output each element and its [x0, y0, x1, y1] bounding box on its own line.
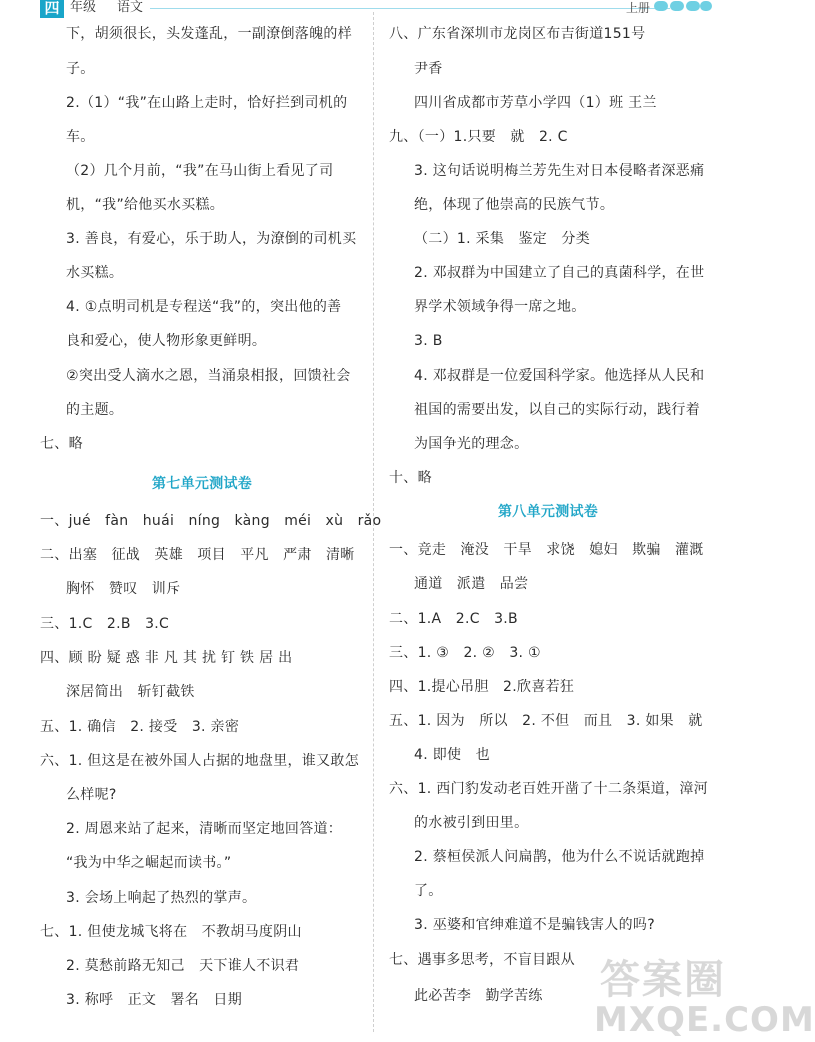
decor-bubble-icon	[670, 1, 684, 11]
answer-line: 五、1. 因为 所以 2. 不但 而且 3. 如果 就	[389, 713, 703, 729]
answer-line: 九、（一）1.只要 就 2. C	[389, 129, 568, 145]
answer-line: 2. 邓叔群为中国建立了自己的真菌科学，在世	[414, 265, 705, 281]
answer-line: 的主题。	[66, 402, 124, 418]
section-heading-unit7: 第七单元测试卷	[152, 476, 253, 492]
answer-line: 深居简出 斩钉截铁	[66, 684, 195, 700]
decor-bubble-icon	[686, 1, 700, 11]
answer-line: 3. 会场上响起了热烈的掌声。	[66, 890, 257, 906]
answer-line: 六、1. 但这是在被外国人占据的地盘里，谁又敢怎	[40, 753, 360, 769]
decor-bubble-icon	[700, 1, 712, 11]
answer-line: 良和爱心，使人物形象更鲜明。	[66, 333, 267, 349]
header-rule	[150, 8, 670, 9]
answer-line: 2.（1）“我”在山路上走时，恰好拦到司机的	[66, 95, 348, 111]
answer-line: 3. 善良，有爱心，乐于助人，为潦倒的司机买	[66, 231, 357, 247]
answer-line: 四、顾 盼 疑 惑 非 凡 其 扰 钉 铁 居 出	[40, 650, 293, 666]
answer-line: 为国争光的理念。	[414, 436, 529, 452]
answer-line: 4. 即使 也	[414, 747, 490, 763]
answer-line: 三、1.C 2.B 3.C	[40, 616, 170, 632]
answer-line: 车。	[66, 129, 95, 145]
answer-line: 祖国的需要出发，以自己的实际行动，践行着	[414, 402, 700, 418]
watermark-line2: MXQE.COM	[594, 1000, 815, 1040]
answer-line: 五、1. 确信 2. 接受 3. 亲密	[40, 719, 240, 735]
answer-line: 3. 巫婆和官绅难道不是骗钱害人的吗?	[414, 917, 655, 933]
grade-label: 年级	[70, 0, 97, 15]
answer-line: 二、1.A 2.C 3.B	[389, 611, 518, 627]
answer-line: 4. 邓叔群是一位爱国科学家。他选择从人民和	[414, 368, 705, 384]
answer-line: 一、jué fàn huái níng kàng méi xù rǎo	[40, 513, 382, 529]
answer-line: 绝，体现了他崇高的民族气节。	[414, 197, 615, 213]
answer-line: 2. 莫愁前路无知己 天下谁人不识君	[66, 958, 300, 974]
grade-badge: 四	[40, 0, 64, 18]
answer-line: 2. 周恩来站了起来，清晰而坚定地回答道：	[66, 821, 343, 837]
answer-line: 的水被引到田里。	[414, 815, 529, 831]
answer-line: 二、出塞 征战 英雄 项目 平凡 严肃 清晰	[40, 547, 355, 563]
answer-line: 界学术领域争得一席之地。	[414, 299, 586, 315]
answer-line: 通道 派遣 品尝	[414, 576, 529, 592]
answer-line: 尹香	[414, 61, 443, 77]
answer-line: 八、广东省深圳市龙岗区布吉街道151号	[389, 26, 646, 42]
answer-line: 四、1.提心吊胆 2.欣喜若狂	[389, 679, 575, 695]
answer-line: 七、1. 但使龙城飞将在 不教胡马度阴山	[40, 924, 302, 940]
answer-line: 一、竞走 淹没 干旱 求饶 媳妇 欺骗 灌溉	[389, 542, 704, 558]
answer-line: 此必苦李 勤学苦练	[414, 988, 543, 1004]
answer-line: 机，“我”给他买水买糕。	[66, 197, 225, 213]
answer-line: 4. ①点明司机是专程送“我”的，突出他的善	[66, 299, 342, 315]
answer-line: “我为中华之崛起而读书。”	[66, 855, 232, 871]
answer-line: 子。	[66, 61, 95, 77]
answer-line: 四川省成都市芳草小学四（1）班 王兰	[414, 95, 657, 111]
decor-bubble-icon	[654, 1, 668, 11]
answer-line: 胸怀 赞叹 训斥	[66, 581, 181, 597]
answer-line: 下，胡须很长，头发蓬乱，一副潦倒落魄的样	[66, 26, 352, 42]
answer-line: 七、略	[40, 436, 83, 452]
answer-line: （2）几个月前，“我”在马山街上看见了司	[66, 163, 334, 179]
answer-line: 么样呢?	[66, 787, 117, 803]
answer-line: 十、略	[389, 470, 432, 486]
subject-label: 语文	[117, 0, 144, 15]
answer-line: 六、1. 西门豹发动老百姓开凿了十二条渠道，漳河	[389, 781, 709, 797]
answer-line: ②突出受人滴水之恩，当涌泉相报，回馈社会	[66, 368, 351, 384]
section-heading-unit8: 第八单元测试卷	[498, 504, 599, 520]
answer-line: 三、1. ③ 2. ② 3. ①	[389, 645, 541, 661]
watermark-line1: 答案圈	[600, 957, 726, 1003]
answer-line: 水买糕。	[66, 265, 124, 281]
answer-line: 3. B	[414, 333, 443, 349]
page-header	[0, 0, 772, 20]
answer-line: 2. 蔡桓侯派人问扁鹊，他为什么不说话就跑掉	[414, 849, 705, 865]
answer-line: 七、遇事多思考，不盲目跟从	[389, 952, 590, 968]
answer-line: 了。	[414, 883, 443, 899]
answer-line: 3. 称呼 正文 署名 日期	[66, 992, 243, 1008]
answer-line: 3. 这句话说明梅兰芳先生对日本侵略者深恶痛	[414, 163, 705, 179]
watermark-logo	[590, 948, 815, 1042]
volume-label: 上册	[626, 1, 651, 15]
answer-line: （二）1. 采集 鉴定 分类	[414, 231, 591, 247]
